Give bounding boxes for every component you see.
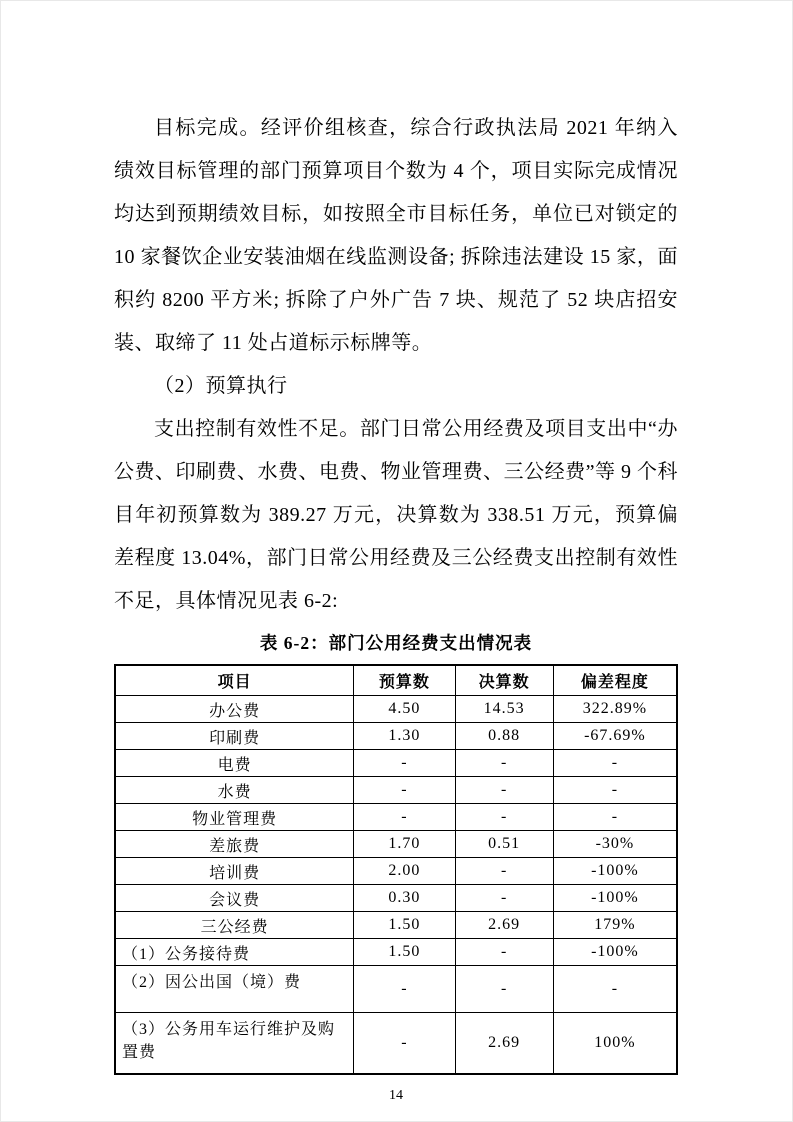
document-page	[1, 1, 792, 1104]
section-heading-budget-execution: （2）预算执行	[154, 375, 288, 397]
final-cell: -	[455, 858, 553, 885]
final-cell: 0.88	[455, 723, 553, 750]
deviation-cell: -100%	[553, 885, 677, 912]
col-header-item: 项目	[115, 665, 354, 696]
table-row	[115, 858, 677, 885]
final-cell: 14.53	[455, 696, 553, 723]
budget-cell: 1.50	[354, 939, 455, 966]
table-row	[115, 696, 677, 723]
paragraph-goal-completion: 目标完成。经评价组核查，综合行政执法局 2021 年纳入绩效目标管理的部门预算项目个数为 4 个，项目实际完成情况均达到预期绩效目标，如按照全市目标任务，单位已对锁定的 10 家餐饮企业安装油烟在线监测设备; 拆除违法建设 15 家，面积约 8200 平方米; 拆除了户外广告 7 块、规范了 52 块店招安装、取缔了 11 处占道标示标牌等。	[114, 117, 678, 354]
item-cell: 电费	[115, 750, 354, 777]
item-cell: 差旅费	[115, 831, 354, 858]
final-cell: 0.51	[455, 831, 553, 858]
budget-cell: 0.30	[354, 885, 455, 912]
table-row	[115, 912, 677, 939]
table-row	[115, 831, 677, 858]
final-cell: -	[455, 777, 553, 804]
final-cell: 2.69	[455, 912, 553, 939]
budget-cell: -	[354, 750, 455, 777]
budget-cell: 1.50	[354, 912, 455, 939]
budget-cell: -	[354, 966, 455, 1013]
table-row	[115, 939, 677, 966]
item-cell: 三公经费	[115, 912, 354, 939]
deviation-cell: -30%	[553, 831, 677, 858]
deviation-cell: -67.69%	[553, 723, 677, 750]
table-row	[115, 966, 677, 1013]
deviation-cell: -	[553, 777, 677, 804]
table-title: 表 6-2：部门公用经费支出情况表	[259, 633, 533, 653]
deviation-cell: -100%	[553, 858, 677, 885]
final-cell: -	[455, 966, 553, 1013]
budget-cell: 1.70	[354, 831, 455, 858]
item-cell: （2）因公出国（境）费	[115, 966, 354, 1013]
final-cell: -	[455, 939, 553, 966]
table-row	[115, 723, 677, 750]
item-cell: 物业管理费	[115, 804, 354, 831]
final-cell: -	[455, 885, 553, 912]
deviation-cell: -	[553, 804, 677, 831]
deviation-cell: -	[553, 750, 677, 777]
page-number: 14	[389, 1088, 403, 1103]
col-header-budget: 预算数	[354, 665, 455, 696]
final-cell: 2.69	[455, 1013, 553, 1075]
expense-table	[114, 664, 678, 1075]
item-cell: （1）公务接待费	[115, 939, 354, 966]
col-header-deviation: 偏差程度	[553, 665, 677, 696]
deviation-cell: 322.89%	[553, 696, 677, 723]
budget-cell: 4.50	[354, 696, 455, 723]
final-cell: -	[455, 804, 553, 831]
budget-cell: 2.00	[354, 858, 455, 885]
item-cell: 水费	[115, 777, 354, 804]
table-row	[115, 750, 677, 777]
table-header	[115, 665, 677, 696]
item-cell: 会议费	[115, 885, 354, 912]
table-body	[115, 696, 677, 1075]
budget-cell: -	[354, 804, 455, 831]
item-cell: 办公费	[115, 696, 354, 723]
deviation-cell: 100%	[553, 1013, 677, 1075]
table-row	[115, 1013, 677, 1075]
item-cell: 培训费	[115, 858, 354, 885]
deviation-cell: -100%	[553, 939, 677, 966]
paragraph-expenditure-control: 支出控制有效性不足。部门日常公用经费及项目支出中“办公费、印刷费、水费、电费、物业管理费、三公经费”等 9 个科目年初预算数为 389.27 万元，决算数为 338.51 万元，预算偏差程度 13.04%，部门日常公用经费及三公经费支出控制有效性不足，具体情况见表 6-2:	[114, 418, 678, 612]
final-cell: -	[455, 750, 553, 777]
deviation-cell: 179%	[553, 912, 677, 939]
item-cell: 印刷费	[115, 723, 354, 750]
table-row	[115, 804, 677, 831]
budget-cell: 1.30	[354, 723, 455, 750]
table-header-row	[115, 665, 677, 696]
budget-cell: -	[354, 777, 455, 804]
deviation-cell: -	[553, 966, 677, 1013]
budget-cell: -	[354, 1013, 455, 1075]
col-header-final: 决算数	[455, 665, 553, 696]
item-cell: （3）公务用车运行维护及购置费	[115, 1013, 354, 1075]
table-row	[115, 885, 677, 912]
table-row	[115, 777, 677, 804]
